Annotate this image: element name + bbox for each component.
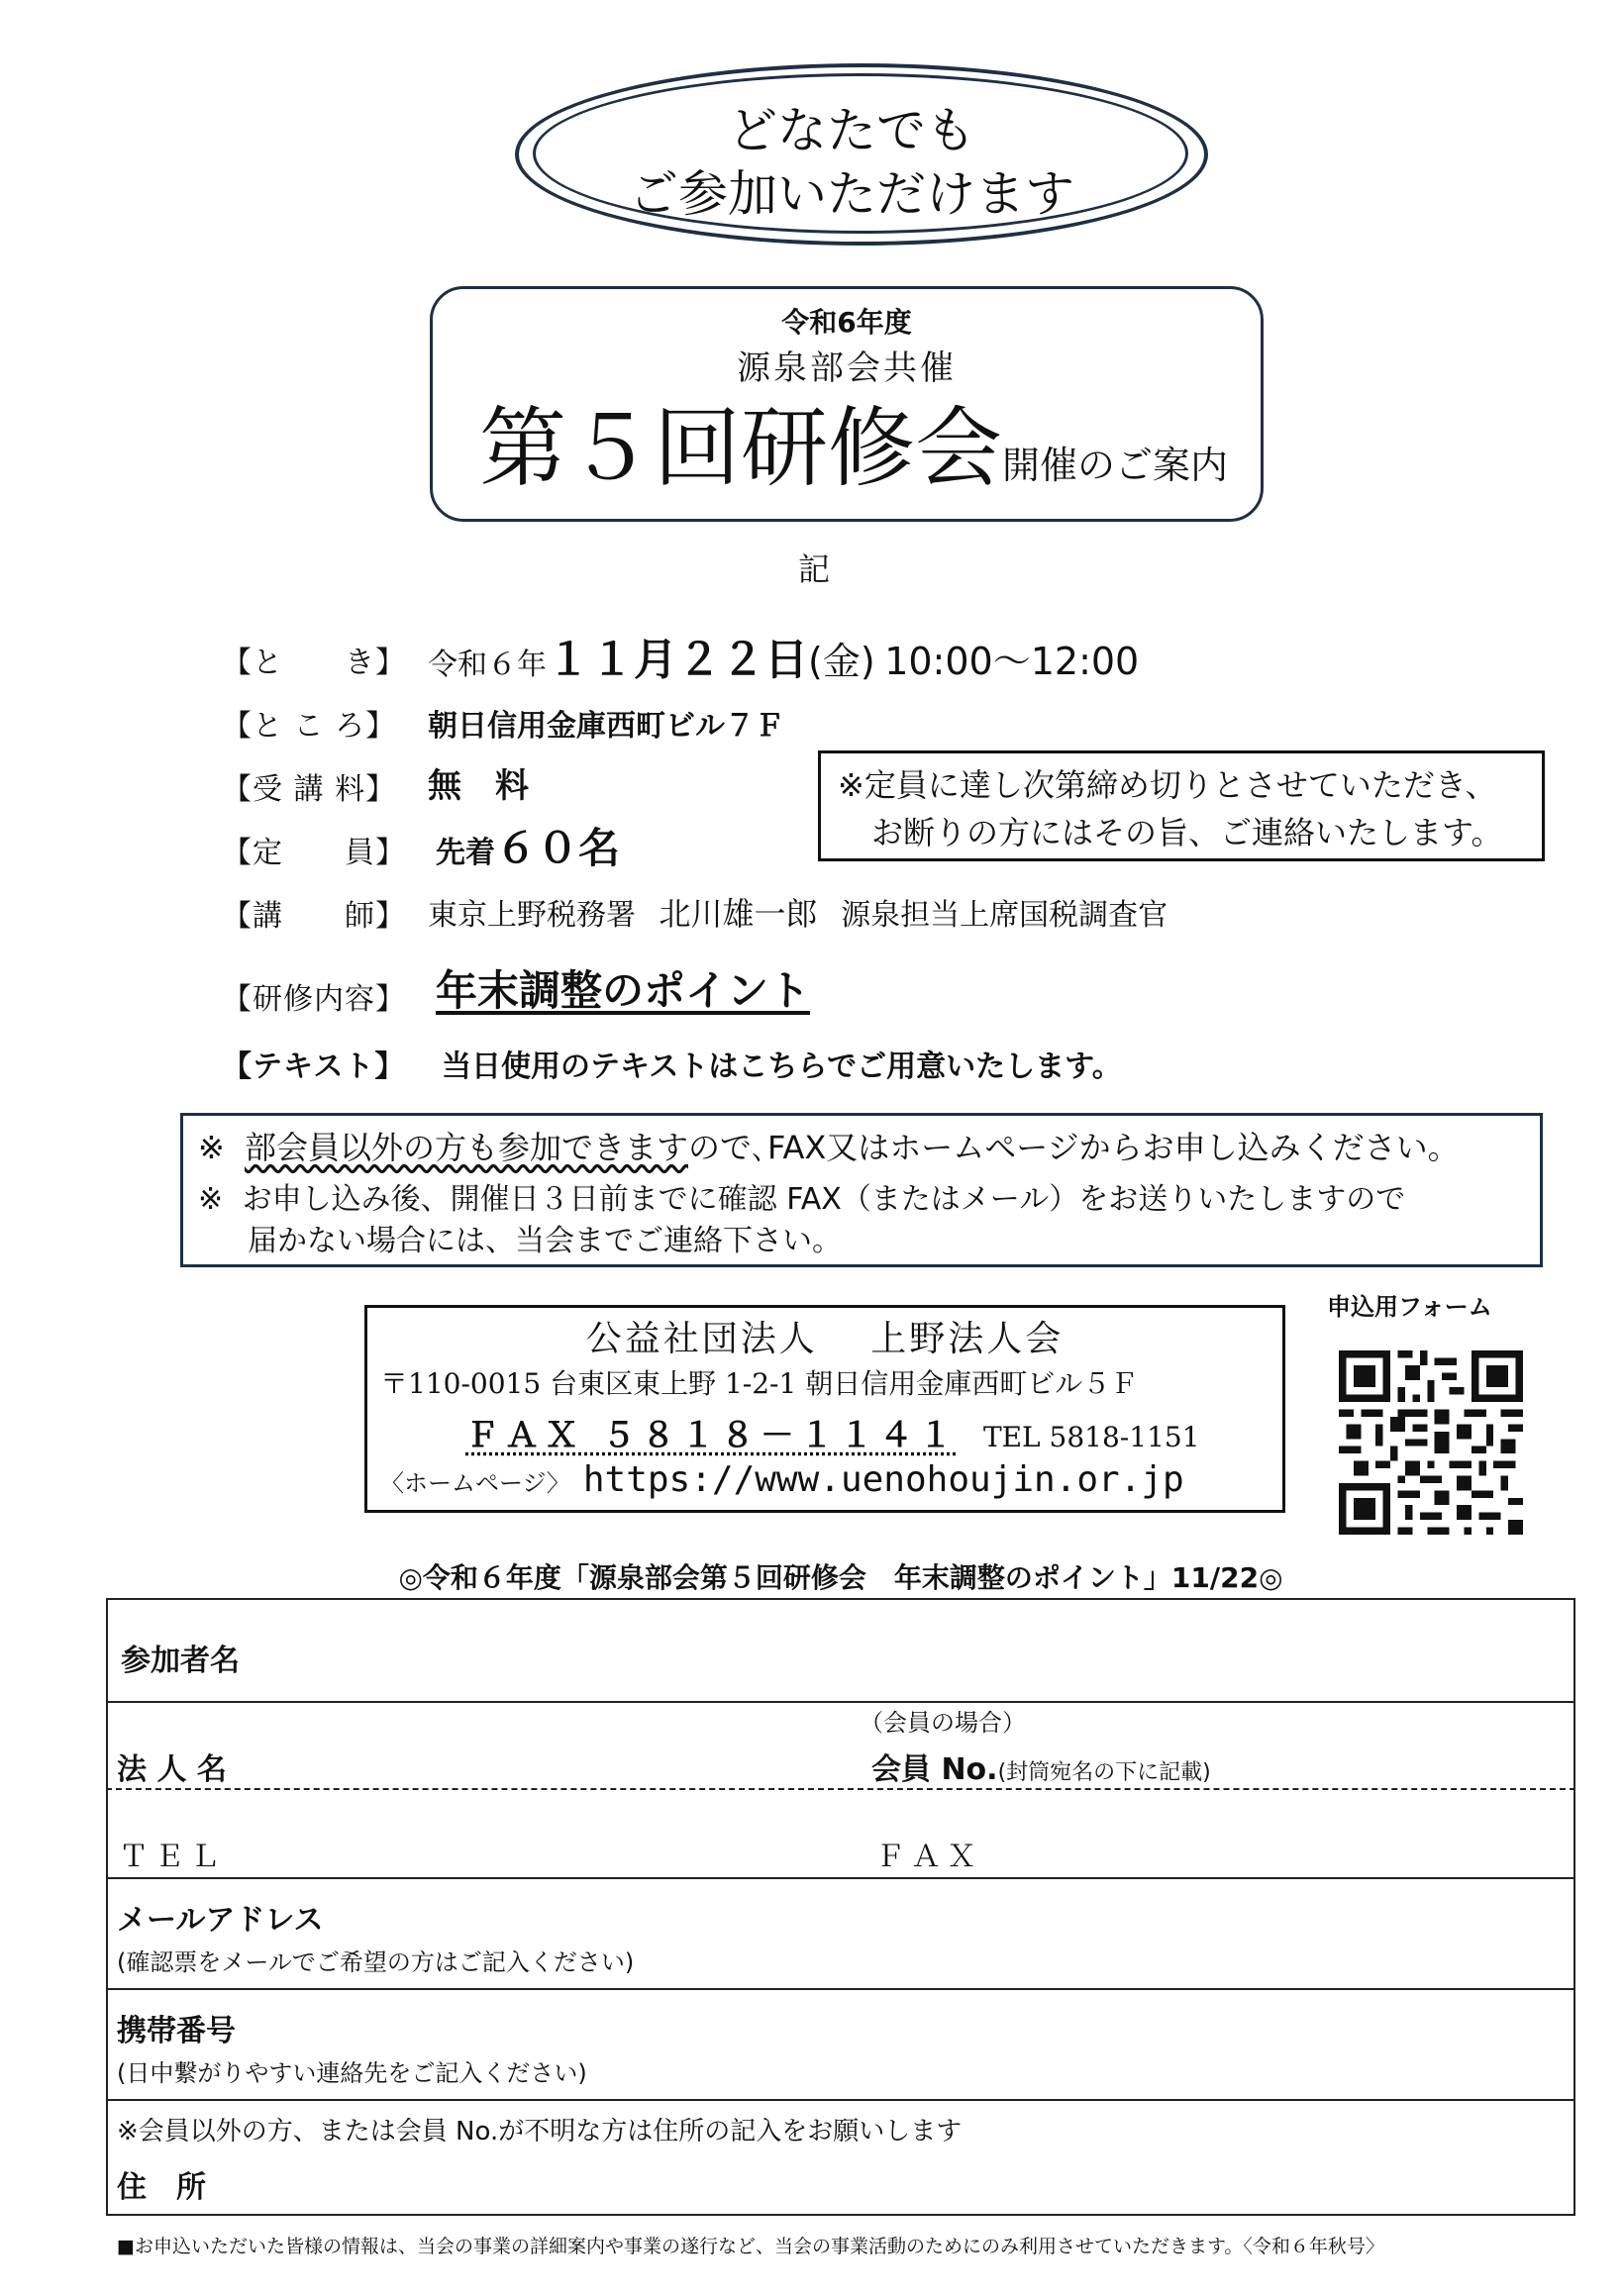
title-suffix: 開催のご案内: [1002, 444, 1229, 487]
content-label: 【研修内容】: [222, 982, 406, 1017]
member-no-label: 会員 No.: [871, 1752, 998, 1787]
mobile-note: (日中繋がりやすい連絡先をご記入ください): [117, 2059, 587, 2087]
badge-line-2: ご参加いただけます: [629, 165, 1074, 223]
corp-name-label[interactable]: 法 人 名: [117, 1752, 227, 1787]
lecturer-office: 東京上野税務署: [428, 898, 636, 933]
org-contact-row: [465, 1408, 1200, 1456]
capacity-value: ６０名: [495, 824, 621, 872]
member-note-row-2: [198, 1174, 1405, 1218]
org-hp-label: 〈ホームページ〉: [380, 1469, 570, 1497]
badge-line-1: どなたでも: [728, 102, 975, 159]
lecturer-title: 源泉担当上席国税調査官: [841, 898, 1168, 933]
note-mark-2: ※: [198, 1182, 224, 1217]
capacity-prefix: 先着: [436, 836, 495, 870]
title-year: 令和6年度: [781, 306, 912, 339]
tokoro-label: 【と こ ろ】: [222, 709, 397, 744]
participant-label[interactable]: 参加者名: [121, 1644, 240, 1678]
text-label: 【テキスト】: [222, 1049, 406, 1084]
title-main-row: [479, 394, 1228, 503]
title-main: 第５回研修会: [479, 397, 1003, 499]
toki-row: [428, 624, 1139, 687]
org-name: 公益社団法人 上野法人会: [585, 1319, 1065, 1359]
member-note-row-1: [198, 1123, 1460, 1168]
member-no-note: (封筒宛名の下に記載): [997, 1760, 1211, 1785]
toki-day: (金): [808, 640, 875, 683]
lecturer-row: [428, 889, 1167, 935]
form-divider-4: [106, 1988, 1575, 1990]
form-divider-3: [106, 1877, 1575, 1879]
org-tel: TEL 5818-1151: [982, 1421, 1200, 1453]
note-emphasis: 部会員以外の方も参加できます: [244, 1129, 688, 1166]
fax-label[interactable]: ＦＡＸ: [875, 1840, 982, 1874]
lecturer-label: 【講 師】: [222, 899, 406, 934]
notice-line-1: ※定員に達し次第締め切りとさせていただき、: [838, 766, 1497, 804]
toki-label: 【と き】: [222, 646, 406, 680]
tel-label[interactable]: ＴＥＬ: [119, 1840, 226, 1874]
fee-value: 無 料: [428, 766, 529, 806]
address-label[interactable]: 住 所: [117, 2170, 206, 2205]
mobile-label[interactable]: 携帯番号: [117, 2014, 236, 2048]
org-address: 〒110-0015 台東区東上野 1-2-1 朝日信用金庫西町ビル５Ｆ: [380, 1367, 1139, 1400]
text-value: 当日使用のテキストはこちらでご用意いたします。: [442, 1049, 1122, 1084]
ki-mark: 記: [798, 550, 831, 588]
toki-prefix: 令和６年: [428, 648, 547, 682]
member-case-note: （会員の場合）: [860, 1709, 1026, 1737]
org-hp-row: [380, 1459, 1184, 1500]
content-value: 年末調整のポイント: [436, 966, 811, 1015]
form-divider-1: [106, 1701, 1575, 1703]
tokoro-value: 朝日信用金庫西町ビル７Ｆ: [428, 709, 784, 744]
form-divider-5: [106, 2099, 1575, 2101]
qr-label: 申込用フォーム: [1327, 1293, 1492, 1321]
email-label[interactable]: メールアドレス: [117, 1903, 324, 1938]
toki-date: １１月２２日: [547, 635, 808, 685]
form-heading: ◎令和６年度「源泉部会第５回研修会 年末調整のポイント」11/22◎: [398, 1561, 1283, 1594]
email-note: (確認票をメールでご希望の方はご記入ください): [117, 1948, 635, 1976]
org-hp-url[interactable]: https://www.uenohoujin.or.jp: [582, 1459, 1184, 1500]
note-line-2: お申し込み後、開催日３日前までに確認 FAX（またはメール）をお送りいたしますので: [242, 1182, 1406, 1217]
member-no-row[interactable]: [871, 1745, 1211, 1788]
notice-line-2: お断りの方にはその旨、ご連絡いたします。: [871, 814, 1503, 851]
capacity-label: 【定 員】: [222, 836, 406, 870]
note-line-1-rest: ので､FAX又はホームページからお申し込みください。: [688, 1129, 1460, 1166]
privacy-footer: ■お申込いただいた皆様の情報は、当会の事業の詳細案内や事業の遂行など、当会の事業活動のためにのみ利用させていただきます。〈令和６年秋号〉: [117, 2236, 1384, 2257]
badge-text: [535, 99, 1168, 226]
form-divider-2: [106, 1788, 1575, 1790]
note-line-3: 届かない場合には、当会までご連絡下さい。: [248, 1224, 842, 1258]
note-mark-1: ※: [198, 1129, 225, 1166]
qr-code-icon[interactable]: [1339, 1350, 1523, 1535]
capacity-row: [436, 816, 620, 875]
title-cohost: 源泉部会共催: [737, 349, 957, 388]
toki-time: 10:00〜12:00: [884, 640, 1140, 683]
org-fax: ＦＡＸ ５８１８－１１４１: [465, 1416, 959, 1455]
address-note: ※会員以外の方、または会員 No.が不明な方は住所の記入をお願いします: [117, 2117, 963, 2146]
fee-label: 【受 講 料】: [222, 772, 397, 807]
lecturer-name: 北川雄一郎: [659, 895, 818, 933]
